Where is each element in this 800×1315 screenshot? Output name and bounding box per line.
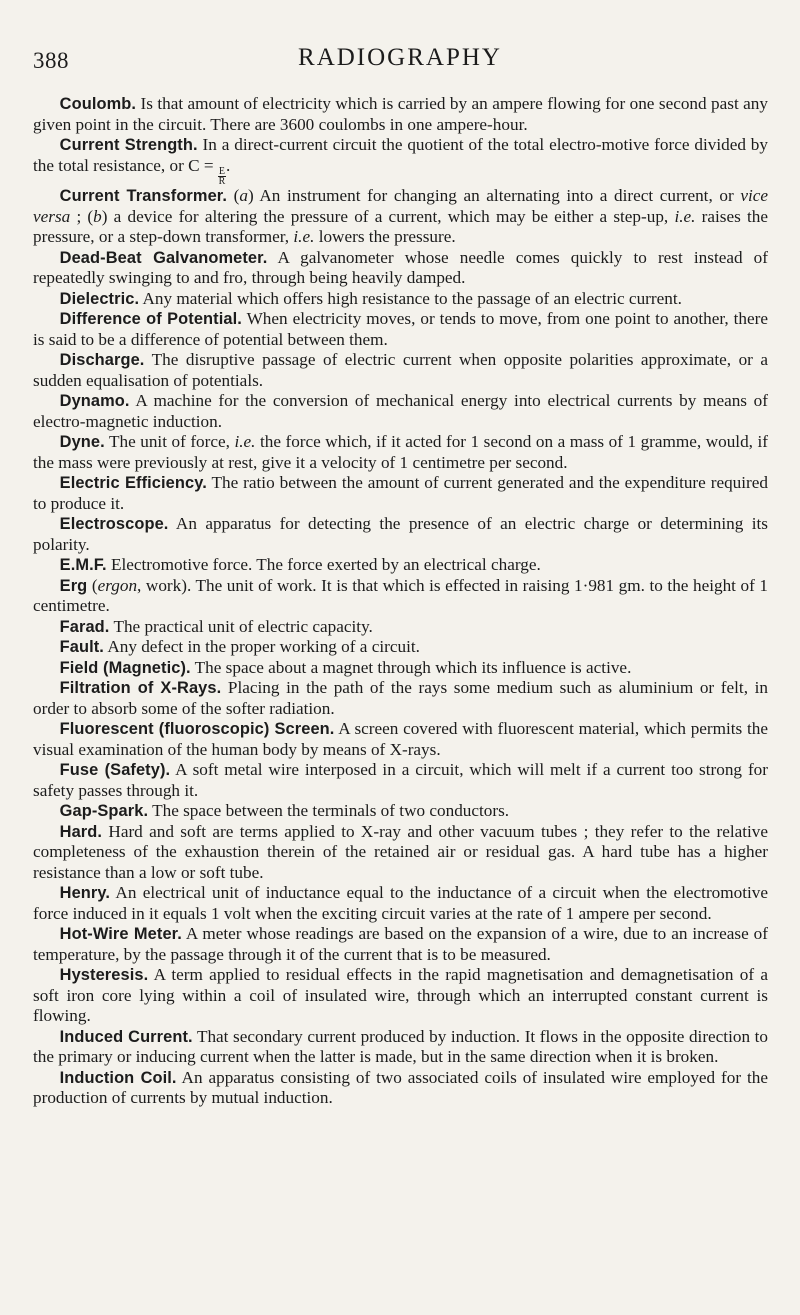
glossary-definition: An apparatus for detecting the presence of an electric charge or determining its polarity. (33, 514, 768, 554)
glossary-entry (33, 1027, 768, 1068)
glossary-definition: The space between the terminals of two conductors. (148, 801, 510, 820)
glossary-definition: A meter whose readings are based on the expansion of a wire, due to an increase of temperature, by the passage through it of the current that is to be measured. (33, 924, 768, 964)
glossary-entry (33, 617, 768, 638)
page-number: 388 (33, 48, 69, 73)
glossary-definition: The unit of force, i.e. the force which, if it acted for 1 second on a mass of 1 gramme, would, if the mass were previously at rest, give it a velocity of 1 centimetre per second. (33, 432, 768, 472)
glossary-definition: When electricity moves, or tends to move, from one point to another, there is said to be a difference of potential between them. (33, 309, 768, 349)
glossary-definition: An electrical unit of inductance equal to the inductance of a circuit when the electromotive force induced in it equals 1 volt when the exciting circuit varies at the rate of 1 ampere per second. (33, 883, 768, 923)
glossary-entries (33, 94, 768, 1109)
glossary-definition: A soft metal wire interposed in a circuit, which will melt if a current too strong for safety passes through it. (33, 760, 768, 800)
glossary-entry (33, 760, 768, 801)
glossary-term: Dynamo. (59, 392, 130, 410)
glossary-definition: The space about a magnet through which its influence is active. (190, 657, 632, 677)
glossary-entry (33, 637, 768, 658)
glossary-term: Farad. (59, 617, 110, 636)
glossary-term: Dead-Beat Galvanometer. (59, 248, 268, 267)
formula-numerator: E (218, 166, 225, 177)
glossary-term: Current Strength. (59, 136, 198, 154)
glossary-entry (33, 555, 768, 576)
glossary-entry (33, 576, 768, 617)
glossary-entry (33, 1068, 768, 1109)
glossary-definition: A screen covered with fluorescent material, which permits the visual examination of the human body by means of X-rays. (33, 719, 768, 759)
glossary-definition: Hard and soft are terms applied to X-ray and other vacuum tubes ; they refer to the relative completeness of the exhaustion therein of the retained air or residual gas. A hard tube has a higher resistance than a low or soft tube. (33, 821, 768, 882)
glossary-term: Field (Magnetic). (59, 658, 191, 677)
glossary-entry (33, 924, 768, 965)
glossary-definition: The practical unit of electric capacity. (109, 616, 373, 636)
glossary-entry (33, 309, 768, 350)
glossary-definition: Any material which offers high resistance to the passage of an electric current. (139, 288, 682, 308)
glossary-definition: The ratio between the amount of current generated and the expenditure required to produce it. (33, 473, 768, 513)
glossary-definition: (ergon, work). The unit of work. It is that which is effected in raising 1·981 gm. to the height of 1 centimetre. (33, 575, 768, 615)
glossary-term: Gap-Spark. (59, 802, 149, 820)
glossary-definition: Electromotive force. The force exerted by an electrical charge. (106, 555, 541, 574)
glossary-term: Henry. (59, 884, 111, 902)
glossary-entry (33, 248, 768, 289)
glossary-entry (33, 432, 768, 473)
glossary-term: Electroscope. (59, 515, 169, 533)
formula-denominator: R (218, 176, 226, 187)
glossary-definition: Any defect in the proper working of a circuit. (103, 637, 420, 656)
glossary-term: Current Transformer. (59, 187, 228, 205)
glossary-entry (33, 514, 768, 555)
glossary-definition: A machine for the conversion of mechanical energy into electrical currents by means of electro-magnetic induction. (33, 391, 768, 431)
glossary-term: Fuse (Safety). (59, 761, 171, 779)
glossary-entry (33, 94, 768, 135)
glossary-definition: An apparatus consisting of two associated coils of insulated wire employed for the production of currents by mutual induction. (33, 1067, 768, 1107)
glossary-entry (33, 186, 768, 248)
glossary-entry (33, 801, 768, 822)
glossary-entry (33, 965, 768, 1027)
glossary-definition: Is that amount of electricity which is carried by an ampere flowing for one second past any given point in the circuit. There are 3600 coulombs in one ampere-hour. (33, 94, 768, 134)
glossary-definition: In a direct-current circuit the quotient of the total electro-motive force divided by the total resistance, or C = (33, 135, 768, 175)
glossary-term: Discharge. (59, 351, 145, 369)
glossary-entry (33, 719, 768, 760)
formula-trailing-text: . (225, 155, 231, 175)
running-head: RADIOGRAPHY (298, 44, 502, 71)
glossary-term: Induced Current. (59, 1027, 193, 1046)
glossary-term: Fault. (59, 638, 104, 656)
glossary-term: Electric Efficiency. (59, 474, 207, 492)
formula-fraction (218, 167, 226, 186)
glossary-term: Difference of Potential. (59, 310, 242, 328)
glossary-definition: A term applied to residual effects in the rapid magnetisation and demagnetisation of a soft iron core lying within a coil of insulated wire, through which an interrupted constant current is flowing. (33, 965, 768, 1025)
glossary-term: E.M.F. (59, 556, 107, 574)
glossary-definition: (a) An instrument for changing an alternating into a direct current, or vice versa ; (b) a device for altering the pressure of a current, which may be either a step-up, i.e. raises the pressure, or a step-down transformer, i.e. lowers the pressure. (33, 186, 768, 246)
glossary-entry (33, 883, 768, 924)
glossary-term: Filtration of X-Rays. (59, 679, 222, 697)
glossary-term: Erg (59, 576, 88, 595)
glossary-definition: Placing in the path of the rays some medium such as aluminium or felt, in order to absorb some of the softer radiation. (33, 678, 768, 718)
glossary-term: Dielectric. (59, 289, 140, 308)
glossary-entry (33, 350, 768, 391)
glossary-definition: The disruptive passage of electric current when opposite polarities approximate, or a sudden equalisation of potentials. (33, 350, 768, 390)
glossary-entry (33, 289, 768, 310)
glossary-term: Hard. (59, 822, 103, 841)
glossary-term: Dyne. (59, 433, 105, 451)
glossary-term: Hot-Wire Meter. (59, 925, 182, 943)
glossary-entry (33, 135, 768, 186)
glossary-entry (33, 391, 768, 432)
glossary-term: Fluorescent (fluoroscopic) Screen. (59, 720, 335, 738)
glossary-entry (33, 822, 768, 884)
glossary-definition: A galvanometer whose needle comes quickly to rest instead of repeatedly swinging to and fro, through being heavily damped. (33, 247, 769, 287)
glossary-term: Hysteresis. (59, 966, 149, 984)
glossary-term: Induction Coil. (59, 1068, 177, 1087)
glossary-entry (33, 658, 768, 679)
glossary-term: Coulomb. (59, 95, 137, 113)
glossary-entry (33, 678, 768, 719)
glossary-entry (33, 473, 768, 514)
glossary-definition: That secondary current produced by induction. It flows in the opposite direction to the primary or inducing current when the latter is made, but in the same direction when it is broken. (33, 1026, 768, 1066)
